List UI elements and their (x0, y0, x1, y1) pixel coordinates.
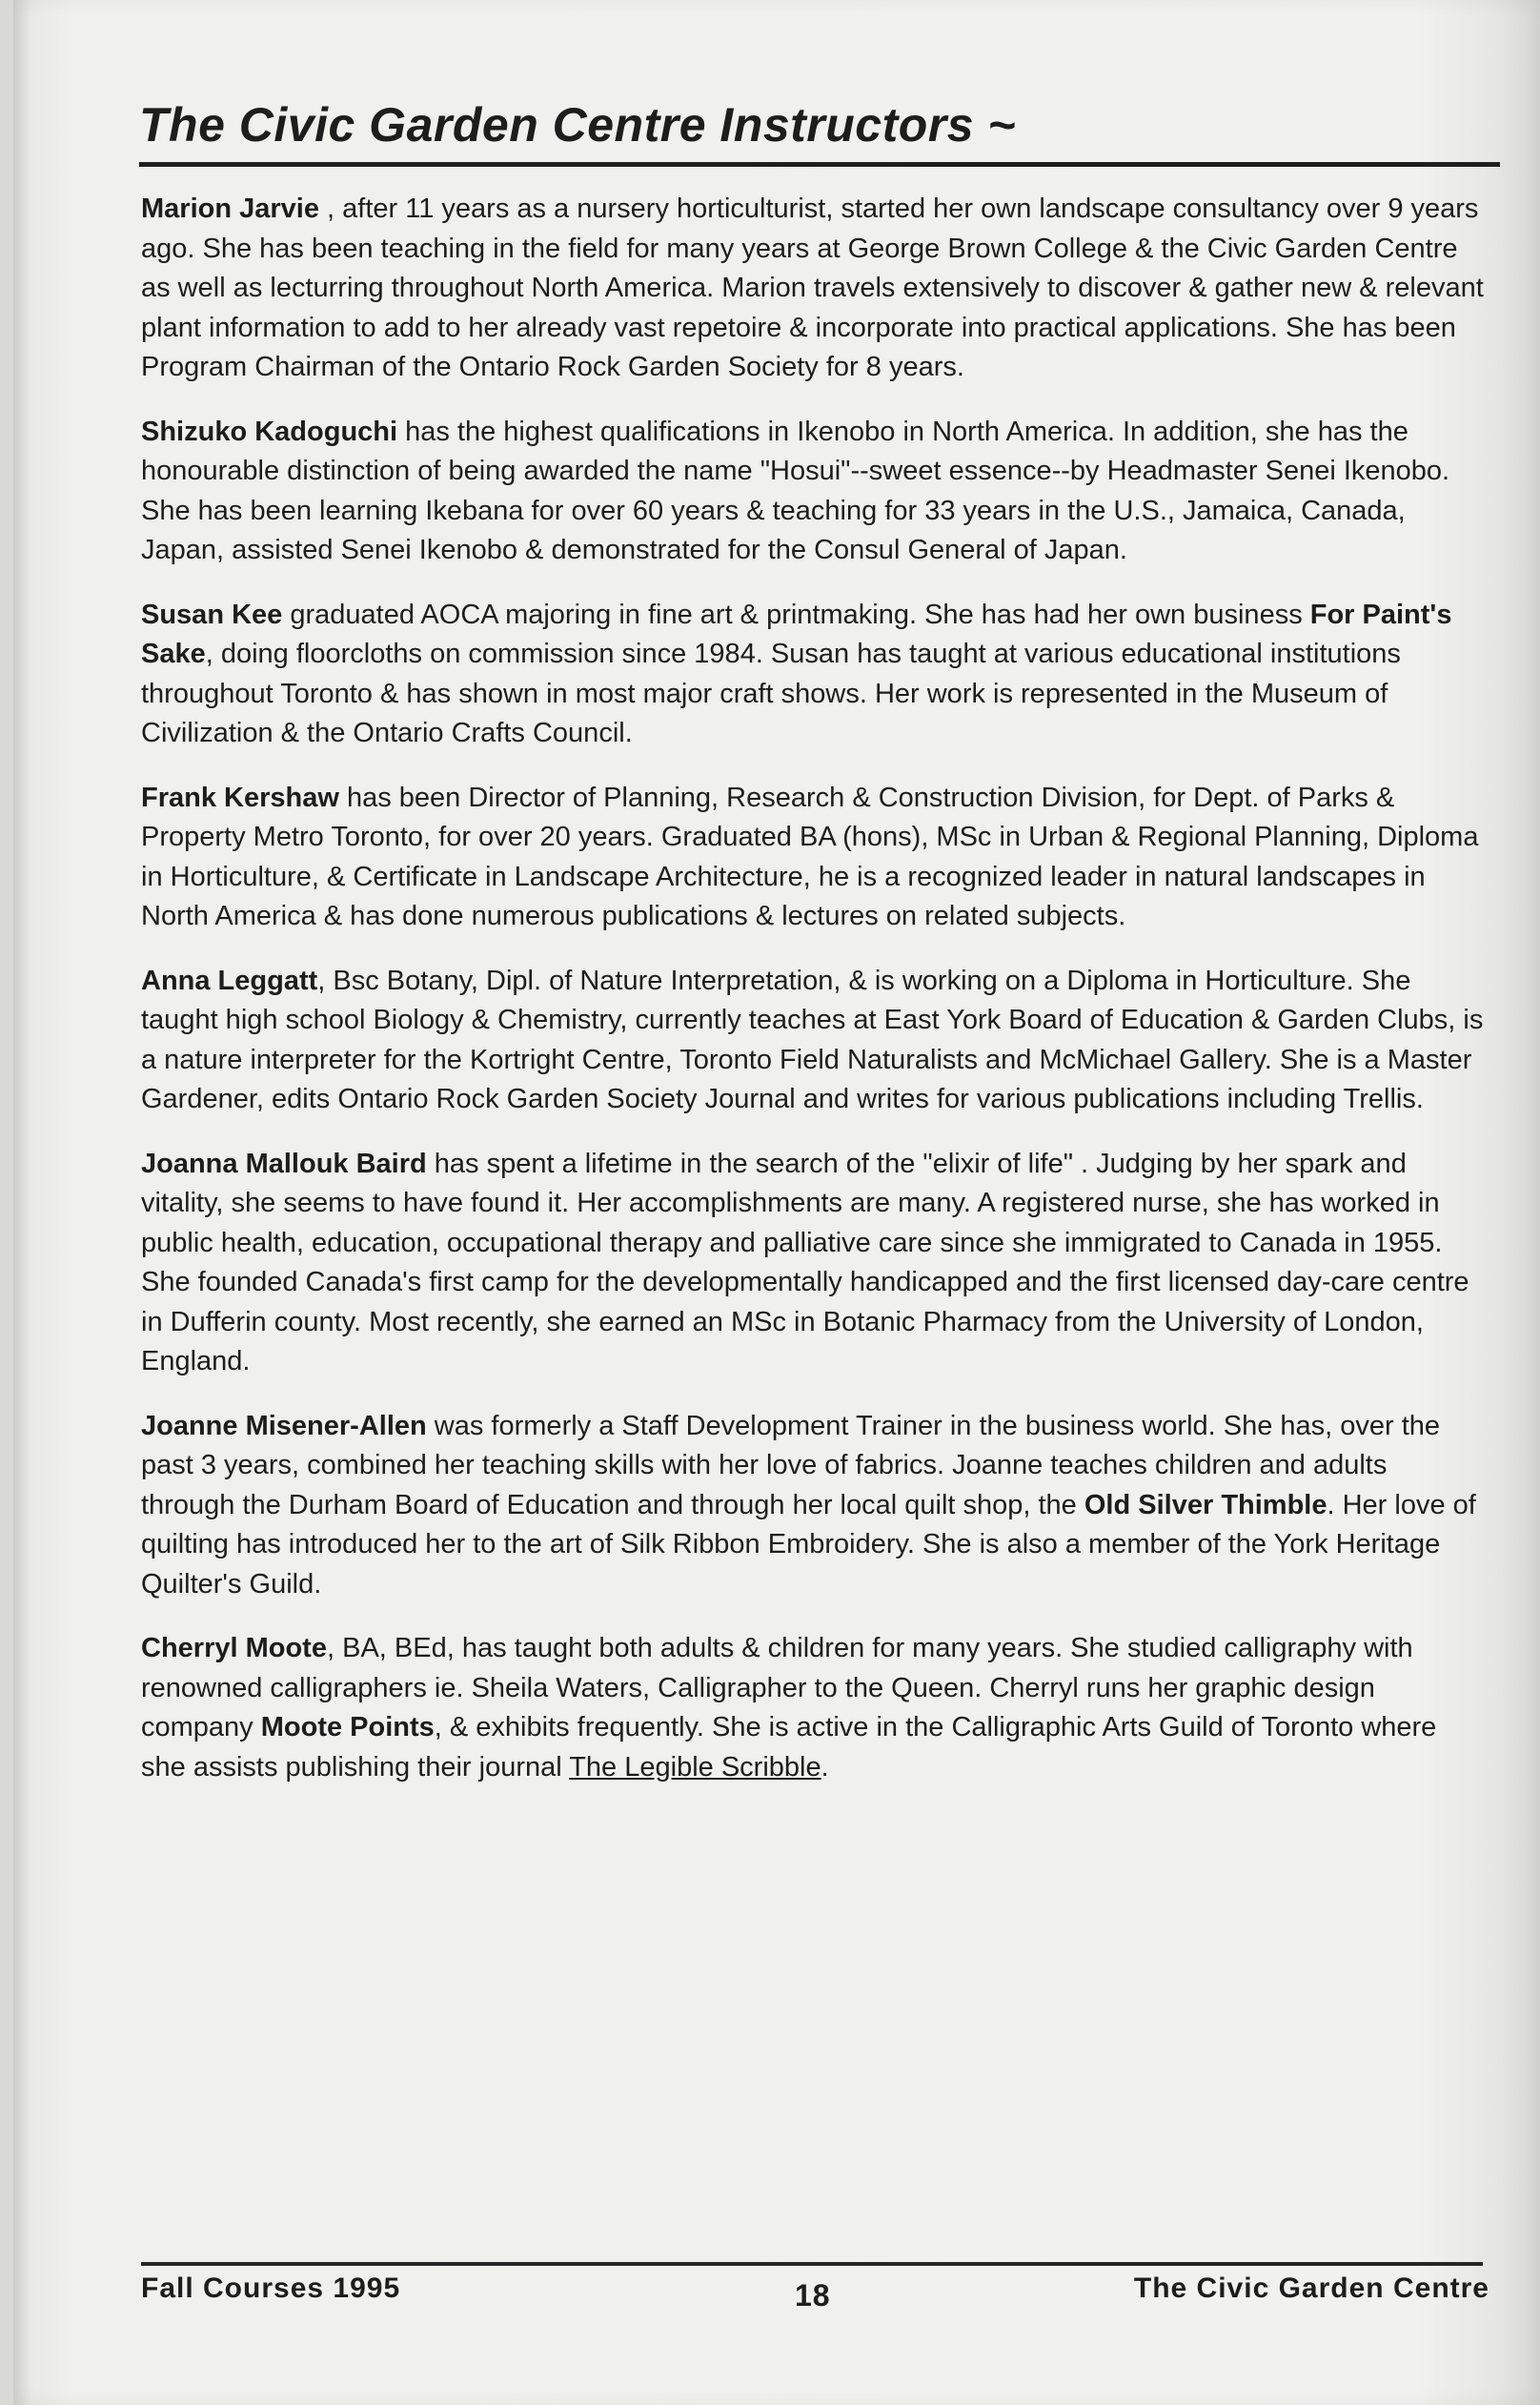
page-title: The Civic Garden Centre Instructors ~ (139, 98, 1017, 152)
page-number: 18 (795, 2278, 831, 2313)
instructor-bio: , BA, BEd, has taught both adults & children for many years. She studied calligraphy with renowned calligraphers ie. Sheila Waters, Calligrapher to the Queen. Cherryl runs her graphic design company (141, 1633, 1413, 1743)
instructor-bio: graduated AOCA majoring in fine art & printmaking. She has had her own business (282, 599, 1310, 630)
instructor-bio: , after 11 years as a nursery horticulturist, started her own landscape consultancy over 9 years ago. She has been teaching in the field for many years at George Brown College & the Civic Garden Centre as well as lecturring throughout North America. Marion travels extensively to discover & gather new & relevant plant information to add to her already vast repetoire & incorporate into practical applications. She has been Program Chairman of the Ontario Rock Garden Society for 8 years. (141, 194, 1484, 382)
instructor-bio: has spent a lifetime in the search of the "elixir of life" . Judging by her spark and vitality, she seems to have found it. Her accomplishments are many. A registered nurse, she has worked in public health, education, occupational therapy and palliative care since she immigrated to Canada in 1955. She founded Canada's first camp for the developmentally handicapped and the first licensed day-care centre in Dufferin county. Most recently, she earned an MSc in Botanic Pharmacy from the University of London, England. (141, 1148, 1469, 1376)
instructor-entry-cherryl-moote (141, 1629, 1485, 1787)
footer-season: Fall Courses 1995 (141, 2273, 401, 2304)
instructor-entry-shizuko-kadoguchi (141, 413, 1485, 571)
footer-rule (141, 2262, 1483, 2266)
instructor-name: Anna Leggatt (141, 965, 318, 996)
instructor-bio-cont: . Her love of quilting has introduced her to the art of Silk Ribbon Embroidery. She is also a member of the York Heritage Quilter's Guild. (141, 1489, 1476, 1600)
footer-organization: The Civic Garden Centre (1133, 2273, 1489, 2304)
instructor-entry-susan-kee (141, 596, 1485, 754)
shop-name: Old Silver Thimble (1084, 1489, 1327, 1520)
instructor-entry-joanna-mallouk-baird (141, 1145, 1485, 1382)
instructor-name: Cherryl Moote (141, 1633, 327, 1663)
business-name: For Paint's Sake (141, 599, 1452, 669)
instructor-name: Frank Kershaw (141, 782, 339, 813)
instructor-bio: , Bsc Botany, Dipl. of Nature Interpretation, & is working on a Diploma in Horticulture. She taught high school Biology & Chemistry, currently teaches at East York Board of Education & Garden Clubs, is a nature interpreter for the Kortright Centre, Toronto Field Naturalists and McMichael Gallery. She is a Master Gardener, edits Ontario Rock Garden Society Journal and writes for various publications including Trellis. (141, 965, 1484, 1114)
instructor-bio: has the highest qualifications in Ikenobo in North America. In addition, she has the honourable distinction of being awarded the name "Hosui"--sweet essence--by Headmaster Senei Ikenobo. She has been learning Ikebana for over 60 years & teaching for 33 years in the U.S., Jamaica, Canada, Japan, assisted Senei Ikenobo & demonstrated for the Consul General of Japan. (141, 416, 1450, 565)
instructor-bio-cont: , & exhibits frequently. She is active in the Calligraphic Arts Guild of Toronto where she assists publishing their journal (141, 1712, 1437, 1783)
instructor-entry-marion-jarvie (141, 190, 1485, 388)
instructor-entry-frank-kershaw (141, 779, 1485, 937)
instructor-bio: has been Director of Planning, Research & Construction Division, for Dept. of Parks & Property Metro Toronto, for over 20 years. Graduated BA (hons), MSc in Urban & Regional Planning, Diploma in Horticulture, & Certificate in Landscape Architecture, he is a recognized leader in natural landscapes in North America & has done numerous publications & lectures on related subjects. (141, 782, 1479, 931)
instructor-name: Susan Kee (141, 599, 283, 630)
instructor-entry-joanne-misener-allen (141, 1407, 1485, 1605)
instructor-name: Shizuko Kadoguchi (141, 416, 398, 447)
title-rule (139, 162, 1500, 167)
document-page (13, 0, 1540, 2405)
company-name: Moote Points (260, 1712, 435, 1743)
instructor-bio-end: . (821, 1751, 829, 1783)
instructor-name: Joanne Misener-Allen (141, 1410, 427, 1441)
instructor-list (128, 190, 1500, 1787)
instructor-name: Joanna Mallouk Baird (141, 1148, 427, 1179)
journal-title: The Legible Scribble (569, 1751, 821, 1783)
instructor-bio: was formerly a Staff Development Trainer in the business world. She has, over the past 3 years, combined her teaching skills with her love of fabrics. Joanne teaches children and adults through the Durham Board of Education and through her local quilt shop, the (141, 1410, 1441, 1520)
instructor-bio-cont: , doing floorcloths on commission since 1984. Susan has taught at various educational institutions throughout Toronto & has shown in most major craft shows. Her work is represented in the Museum of Civilization & the Ontario Crafts Council. (141, 639, 1401, 748)
instructor-entry-anna-leggatt (141, 962, 1485, 1120)
instructor-name: Marion Jarvie (141, 194, 319, 224)
page-content (128, 95, 1500, 1812)
